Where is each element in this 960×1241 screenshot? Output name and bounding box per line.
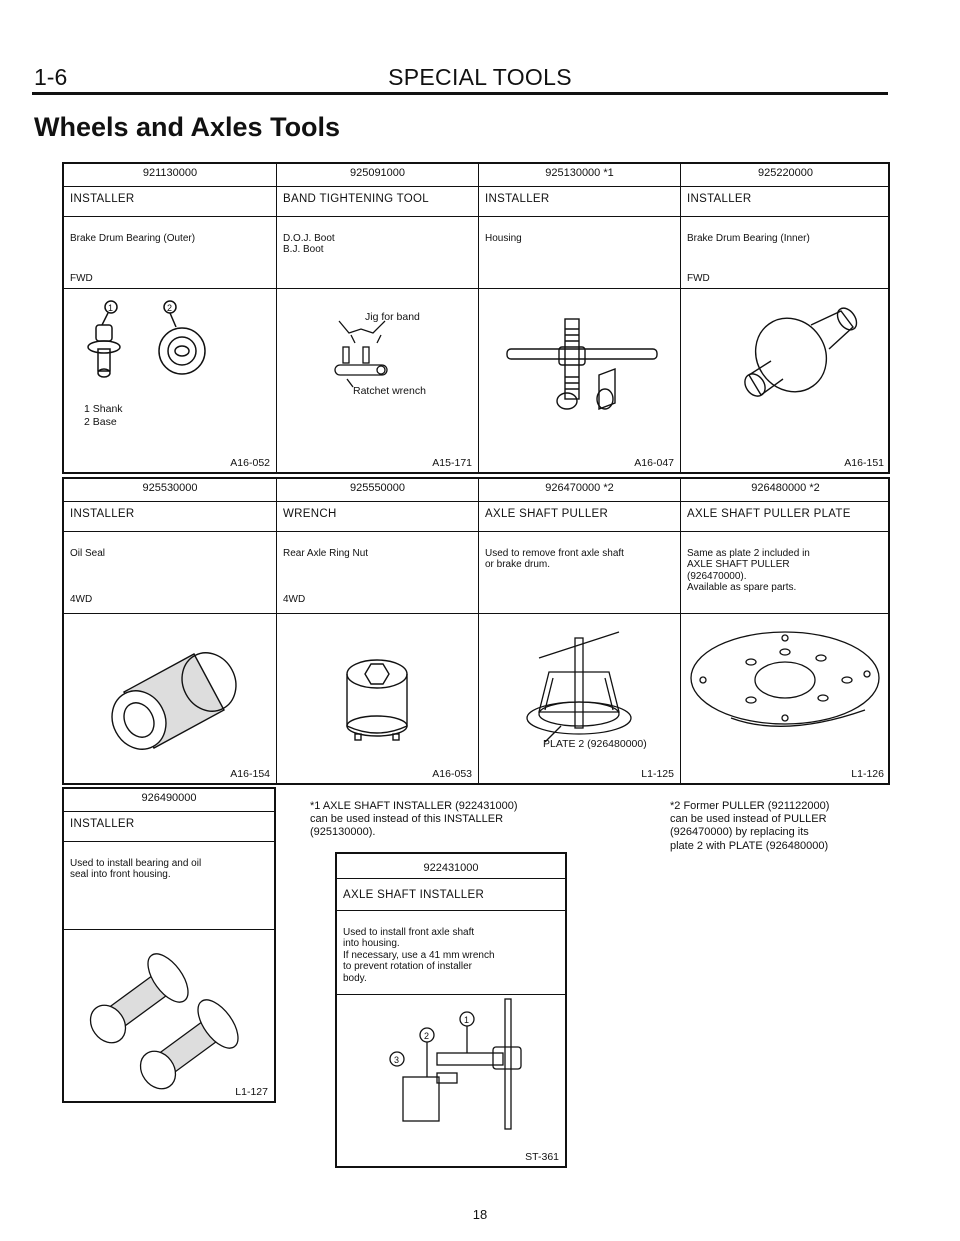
tool-table-row-2: [62, 477, 890, 785]
description-text: Used to install front axle shaft into housing. If necessary, use a 41 mm wrench to prevent rotation of installer body.: [343, 926, 495, 984]
tool-name: INSTALLER: [64, 811, 274, 841]
description-text: Oil Seal: [70, 547, 106, 559]
tool-application: 4WD: [70, 593, 93, 605]
tool-name: AXLE SHAFT PULLER: [479, 501, 680, 531]
axle-shaft-puller-icon: [479, 614, 681, 788]
tool-description: [337, 910, 565, 994]
tool-number: 926480000 *2: [751, 482, 820, 494]
svg-text:2: 2: [167, 303, 173, 313]
figure-code: ST-361: [525, 1150, 559, 1163]
section-title: SPECIAL TOOLS: [388, 64, 572, 90]
tool-figure: [479, 613, 680, 783]
tool-cell-921130000: [64, 164, 276, 472]
tool-name: BAND TIGHTENING TOOL: [277, 186, 478, 216]
section-number: 1-6: [34, 64, 68, 90]
part-label-base: 2 Base: [84, 416, 117, 429]
tool-name: WRENCH: [277, 501, 478, 531]
bearing-installer-icon: [681, 289, 891, 453]
tool-figure: [681, 613, 890, 783]
tool-number: 926470000 *2: [545, 482, 614, 494]
header-rule: [32, 92, 888, 95]
tool-name: INSTALLER: [681, 186, 890, 216]
tool-cell-925530000: [64, 479, 276, 783]
tool-application: FWD: [687, 272, 710, 284]
part-label-plate: PLATE 2 (926480000): [543, 738, 647, 750]
tool-description: [64, 531, 276, 613]
tool-figure: [64, 613, 276, 783]
tool-cell-925220000: [680, 164, 890, 472]
tool-figure: [337, 994, 565, 1166]
tool-cell-926490000: [62, 787, 276, 1103]
tool-number: 925220000: [757, 167, 814, 179]
tool-number: 922431000: [423, 862, 479, 874]
tool-figure: [277, 288, 478, 472]
description-text: Same as plate 2 included in AXLE SHAFT PULLER (926470000). Available as spare parts.: [687, 547, 810, 593]
tool-name: AXLE SHAFT PULLER PLATE: [681, 501, 890, 531]
bearing-oil-seal-installer-icon: [64, 930, 274, 1102]
page-number: 18: [472, 1207, 488, 1222]
tool-figure: [277, 613, 478, 783]
figure-code: A16-052: [230, 456, 270, 469]
tool-name: INSTALLER: [64, 186, 276, 216]
part-label-jig: Jig for band: [365, 311, 420, 323]
tool-description: [277, 216, 478, 288]
tool-figure: [479, 288, 680, 472]
description-text: Used to install bearing and oil seal into front housing.: [70, 857, 202, 880]
svg-text:1: 1: [464, 1015, 470, 1025]
tool-description: [277, 531, 478, 613]
puller-plate-icon: [681, 614, 891, 788]
figure-code: L1-127: [235, 1085, 268, 1098]
tool-number: 925130000 *1: [545, 167, 614, 179]
svg-text:1: 1: [108, 303, 114, 313]
footnote-1: *1 AXLE SHAFT INSTALLER (922431000) can be used instead of this INSTALLER (925130000).: [310, 800, 518, 839]
tool-number: 926490000: [141, 792, 197, 804]
figure-code: A16-047: [634, 456, 674, 469]
page-title: Wheels and Axles Tools: [34, 112, 341, 142]
tool-number: 925530000: [142, 482, 198, 494]
figure-code: A15-171: [432, 456, 472, 469]
oil-seal-installer-icon: [64, 614, 276, 788]
tool-application: 4WD: [283, 593, 306, 605]
figure-code: A16-053: [432, 767, 472, 780]
description-text: Used to remove front axle shaft or brake drum.: [485, 547, 624, 570]
tool-figure: [64, 929, 274, 1101]
description-text: D.O.J. Boot B.J. Boot: [283, 232, 335, 255]
tool-description: [64, 216, 276, 288]
description-text: Rear Axle Ring Nut: [283, 547, 369, 559]
tool-description: [479, 216, 680, 288]
tool-name: INSTALLER: [64, 501, 276, 531]
figure-code: L1-126: [851, 767, 884, 780]
tool-description: [479, 531, 680, 613]
tool-description: [681, 216, 890, 288]
svg-text:3: 3: [394, 1055, 400, 1065]
figure-code: L1-125: [641, 767, 674, 780]
tool-table-row-1: [62, 162, 890, 474]
figure-code: A16-151: [844, 456, 884, 469]
tool-number: 925091000: [349, 167, 406, 179]
tool-description: [64, 841, 274, 929]
footnote-2: *2 Former PULLER (921122000) can be used instead of PULLER (926470000) by replacing its plate 2 with PLATE (926480000): [670, 800, 830, 852]
description-text: Brake Drum Bearing (Inner): [687, 232, 810, 244]
part-label-ratchet: Ratchet wrench: [353, 385, 426, 397]
svg-text:2: 2: [424, 1031, 430, 1041]
tool-name: AXLE SHAFT INSTALLER: [337, 878, 565, 910]
tool-application: FWD: [70, 272, 93, 284]
description-text: Brake Drum Bearing (Outer): [70, 232, 196, 244]
tool-description: [681, 531, 890, 613]
tool-figure: [681, 288, 890, 472]
tool-cell-925130000: [478, 164, 680, 472]
tool-cell-922431000: [335, 852, 567, 1168]
tool-cell-925550000: [276, 479, 478, 783]
tool-cell-925091000: [276, 164, 478, 472]
tool-cell-926470000: [478, 479, 680, 783]
description-text: Housing: [485, 232, 522, 244]
part-label-shank: 1 Shank: [84, 403, 123, 415]
tool-cell-926480000: [680, 479, 890, 783]
figure-code: A16-154: [230, 767, 270, 780]
tool-name: INSTALLER: [479, 186, 680, 216]
tool-figure: [64, 288, 276, 472]
housing-installer-icon: [479, 289, 681, 453]
ring-nut-wrench-icon: [277, 614, 479, 788]
tool-number: 921130000: [142, 167, 198, 179]
axle-shaft-installer-icon: [337, 995, 565, 1167]
tool-number: 925550000: [349, 482, 406, 494]
